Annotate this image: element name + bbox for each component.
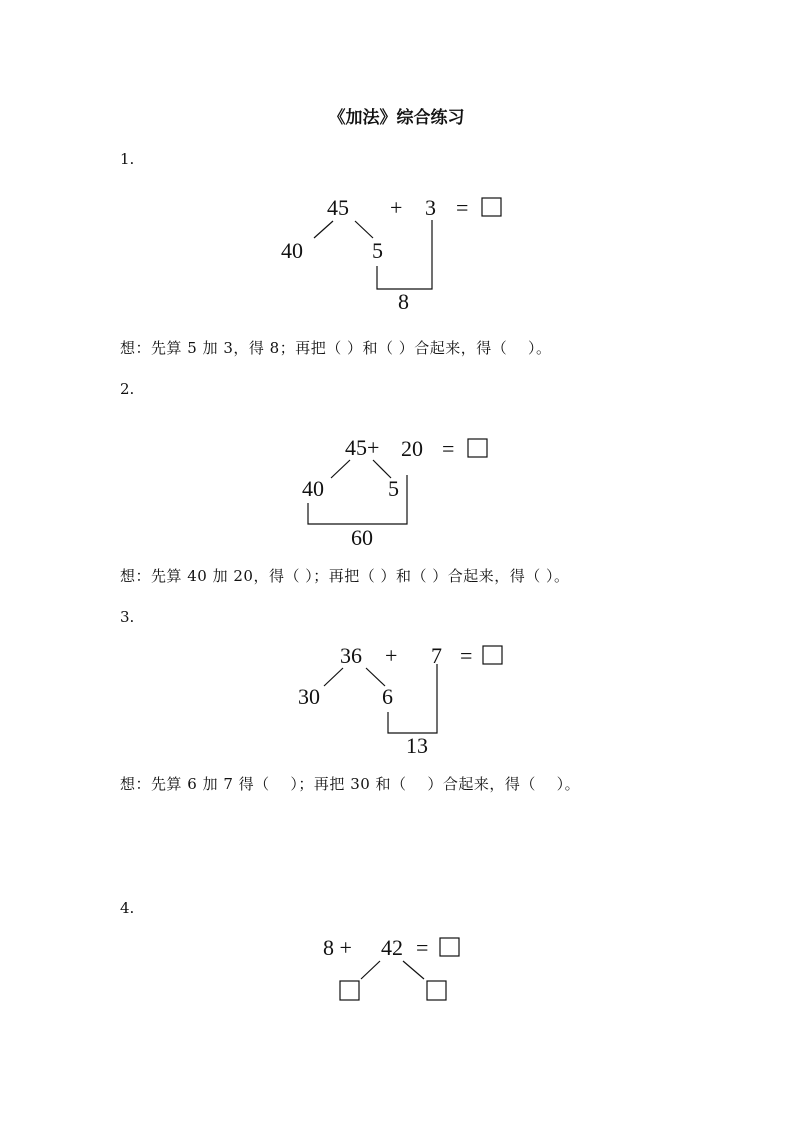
q3-addend-b: 7 [431, 643, 442, 668]
q4-branch-right [403, 961, 424, 979]
q3-branch-left [324, 668, 343, 686]
q2-split-tens: 40 [302, 476, 324, 501]
q1-answer-box [482, 198, 501, 216]
q1-addend-b: 3 [425, 195, 436, 220]
question-2-hint: 想：先算 40 加 20，得（ ）；再把（ ）和（ ）合起来，得（ ）。 [120, 567, 570, 585]
q1-partial-sum: 8 [398, 289, 409, 314]
question-3-hint: 想：先算 6 加 7 得（ ）；再把 30 和（ ）合起来，得（ ）。 [120, 775, 581, 793]
q4-split-ones-box [427, 981, 446, 1000]
q2-partial-sum: 60 [351, 525, 373, 550]
q1-operator: + [390, 195, 403, 220]
q3-equals: = [460, 643, 473, 668]
q1-split-tens: 40 [281, 238, 303, 263]
q1-addend-a: 45 [327, 195, 349, 220]
q3-partial-sum: 13 [406, 733, 428, 758]
q2-branch-left [331, 460, 350, 478]
q1-split-ones: 5 [372, 238, 383, 263]
q1-sum-bracket [377, 220, 432, 289]
q3-sum-bracket [388, 664, 437, 733]
q3-addend-a: 36 [340, 643, 362, 668]
q4-equals: = [416, 935, 429, 960]
q2-sum-bracket [308, 475, 407, 524]
q2-branch-right [373, 460, 391, 478]
question-1-hint: 想：先算 5 加 3，得 8；再把（ ）和（ ）合起来，得（ ）。 [120, 339, 552, 357]
q4-answer-box [440, 938, 459, 956]
q3-branch-right [366, 668, 385, 686]
q1-branch-right [355, 221, 373, 238]
q2-equals: = [442, 436, 455, 461]
q3-split-tens: 30 [298, 684, 320, 709]
q3-answer-box [483, 646, 502, 664]
question-4-number: 4. [120, 899, 135, 917]
question-2-number: 2. [120, 380, 135, 398]
question-1-number: 1. [120, 150, 135, 168]
q3-operator: + [385, 643, 398, 668]
q3-split-ones: 6 [382, 684, 393, 709]
worksheet-title: 《加法》综合练习 [328, 108, 465, 128]
q2-answer-box [468, 439, 487, 457]
q1-branch-left [314, 221, 333, 238]
q4-addend-a: 8 + [323, 935, 352, 960]
q2-split-ones: 5 [388, 476, 399, 501]
q4-addend-b: 42 [381, 935, 403, 960]
q1-equals: = [456, 195, 469, 220]
question-3-number: 3. [120, 608, 135, 626]
q4-split-tens-box [340, 981, 359, 1000]
q2-addend-b: 20 [401, 436, 423, 461]
q4-branch-left [361, 961, 380, 979]
q2-addend-a: 45+ [345, 435, 380, 460]
